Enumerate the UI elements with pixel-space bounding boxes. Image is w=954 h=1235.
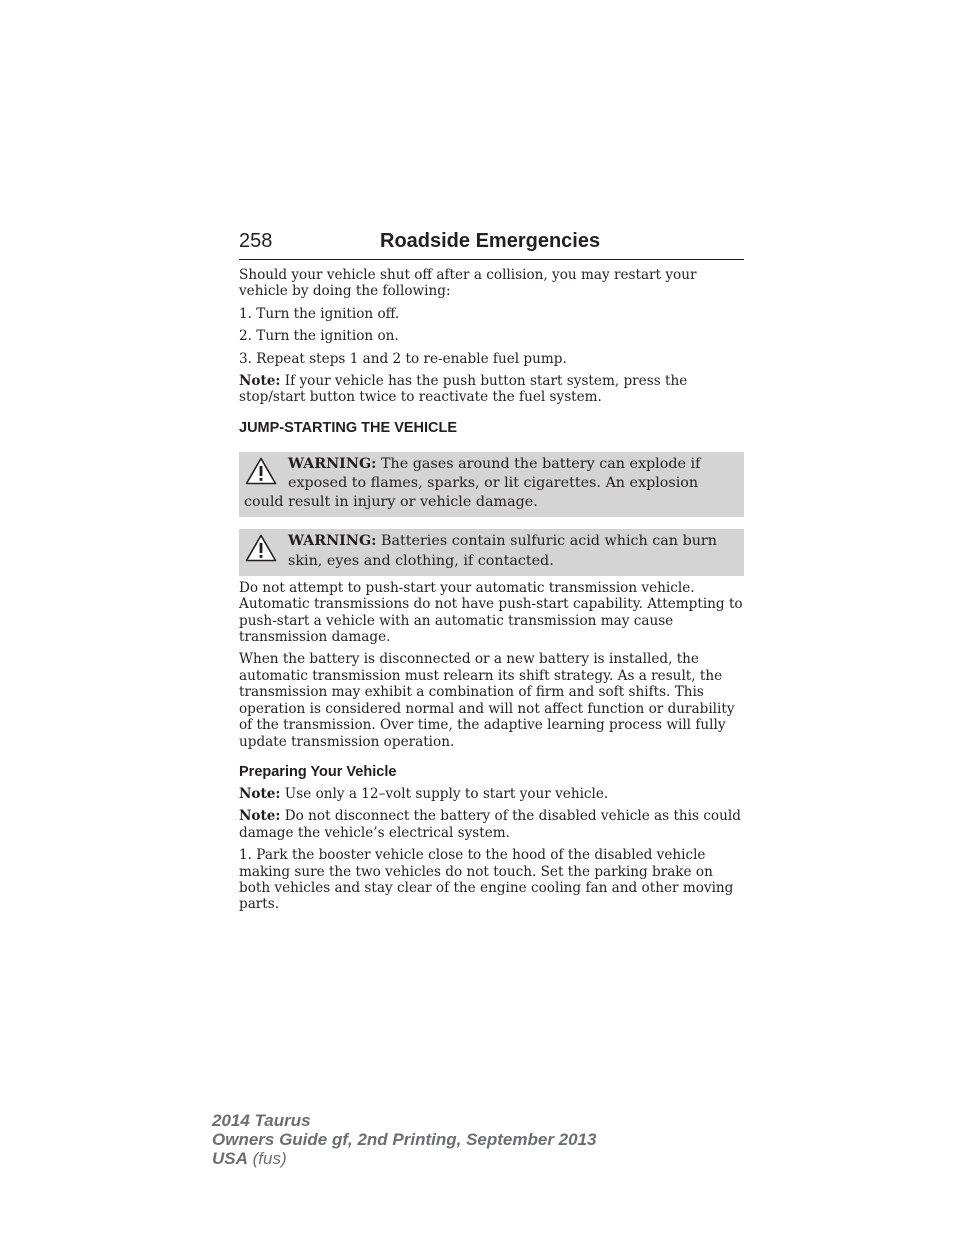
note-label: Note: [239, 808, 281, 825]
step-park-vehicle: 1. Park the booster vehicle close to the hood of the disabled vehicle making sure the two vehicles do not touch. Set the parking brake on both vehicles and stay clear of the engine cooling fan and other moving parts. [239, 847, 734, 913]
note-label: Note: [239, 785, 281, 802]
note-text: Do not disconnect the battery of the disabled vehicle as this could damage the vehicle’s electrical system. [239, 808, 741, 841]
warning-text: The gases around the battery can explode if exposed to flames, sparks, or lit cigarettes. An explosion could result in injury or vehicle damage. [244, 455, 701, 511]
page-header [239, 226, 744, 260]
footer-model: 2014 Taurus [212, 1111, 311, 1130]
intro-paragraph: Should your vehicle shut off after a collision, you may restart your vehicle by doing the following: [239, 267, 697, 300]
warning-triangle-icon [245, 457, 277, 485]
warning-box-acid [239, 529, 744, 575]
warning-triangle-icon [245, 534, 277, 562]
sub-heading: Preparing Your Vehicle [239, 763, 397, 780]
page-footer [212, 1111, 596, 1168]
note-text: If your vehicle has the push button start system, press the stop/start button twice to reactivate the fuel system. [239, 373, 688, 406]
footer-market [212, 1149, 596, 1168]
page-number: 258 [239, 230, 273, 252]
warning-text: Batteries contain sulfuric acid which can burn skin, eyes and clothing, if contacted. [288, 533, 717, 569]
note-disconnect [239, 808, 744, 841]
warning-label: WARNING: [288, 533, 377, 550]
warning-box-gases [239, 452, 744, 518]
step-2: 2. Turn the ignition on. [239, 328, 399, 345]
push-start-paragraph: Do not attempt to push-start your automatic transmission vehicle. Automatic transmissions do not have push-start capability. Attempting to push-start a vehicle with an automatic transmission may cause transmission damage. [239, 579, 743, 646]
note-label: Note: [239, 373, 281, 390]
page-title: Roadside Emergencies [380, 230, 601, 252]
battery-relearn-paragraph: When the battery is disconnected or a new battery is installed, the automatic transmission must relearn its shift strategy. As a result, the transmission may exhibit a combination of firm and soft shifts. This operation is considered normal and will not affect function or durability of the transmission. Over time, the adaptive learning process will fully update transmission operation. [239, 651, 735, 750]
footer-market-code: (fus) [247, 1149, 287, 1168]
step-1: 1. Turn the ignition off. [239, 305, 400, 322]
page-content [239, 267, 744, 919]
step-3: 3. Repeat steps 1 and 2 to re-enable fuel pump. [239, 350, 567, 367]
footer-market-name: USA [212, 1149, 248, 1168]
note-12-volt [239, 786, 744, 802]
note-text: Use only a 12–volt supply to start your vehicle. [280, 785, 609, 802]
section-heading: JUMP-STARTING THE VEHICLE [239, 419, 458, 436]
note-push-button [239, 373, 744, 406]
footer-guide-info: Owners Guide gf, 2nd Printing, September 2013 [212, 1130, 597, 1149]
warning-label: WARNING: [288, 455, 377, 472]
